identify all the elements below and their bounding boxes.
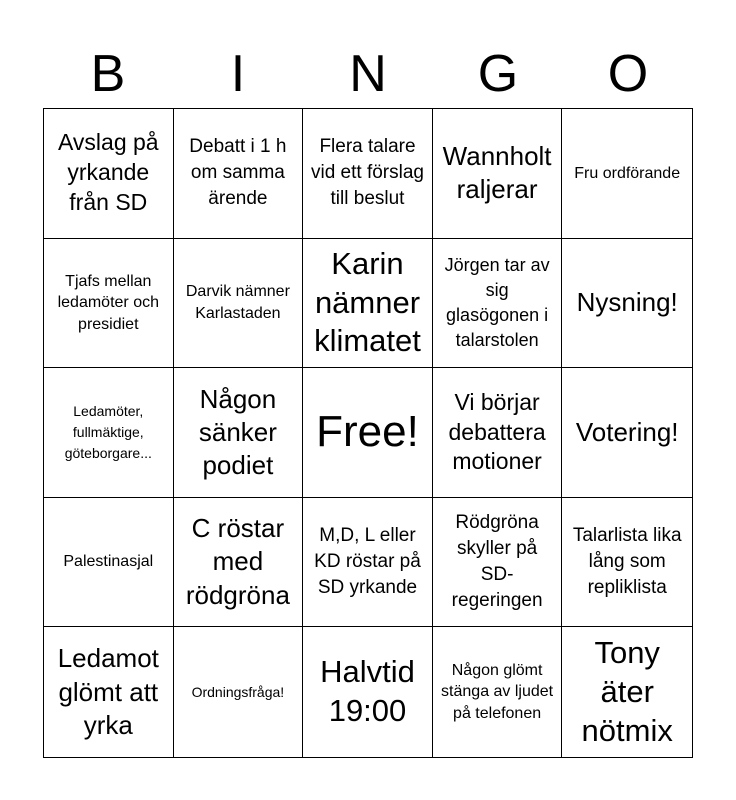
cell-text: Votering! [575,416,679,447]
bingo-cell[interactable] [174,627,304,757]
bingo-cell[interactable] [174,239,304,369]
bingo-board [43,108,693,758]
bingo-cell[interactable] [562,627,692,757]
cell-text: Ledamöter, fullmäktige, göteborgare... [64,402,152,461]
cell-text: Ledamot glömt att yrka [57,643,159,740]
bingo-cell[interactable] [44,239,174,369]
cell-text: Rödgröna skyller på SD-regeringen [451,511,543,612]
bingo-cell[interactable] [433,239,563,369]
bingo-cell[interactable] [174,498,304,628]
cell-text: Darvik nämner Karlastaden [185,283,290,322]
cell-text: Ordningsfråga! [191,683,285,700]
header-letter-b: B [90,45,126,103]
cell-text: Någon sänker podiet [198,383,277,481]
bingo-cell[interactable] [303,109,433,239]
cell-text: Någon glömt stänga av ljudet på telefonen [441,661,554,722]
bingo-cell[interactable] [303,498,433,628]
cell-text: Vi börjar debattera motioner [448,388,546,475]
cell-text: Palestinasjal [63,553,154,571]
cell-text: Jörgen tar av sig glasögonen i talarstolen [444,254,550,351]
cell-text: Wannholt raljerar [442,141,552,205]
cell-text: Debatt i 1 h om samma ärende [189,135,287,210]
bingo-cell[interactable] [44,627,174,757]
bingo-cell[interactable] [433,368,563,498]
cell-text: Fru ordförande [574,164,681,182]
bingo-cell[interactable] [433,627,563,757]
cell-text: Karin nämner klimatet [314,245,421,359]
cell-text: M,D, L eller KD röstar på SD yrkande [314,524,421,599]
bingo-cell[interactable] [303,239,433,369]
bingo-cell[interactable] [562,368,692,498]
cell-text: C röstar med rödgröna [185,513,290,610]
bingo-cell[interactable] [303,627,433,757]
cell-text: Tjafs mellan ledamöter och presidiet [57,272,159,333]
cell-text: Flera talare vid ett förslag till beslut [310,135,424,210]
header-letter-i: I [230,45,246,103]
cell-text: Avslag på yrkande från SD [58,129,159,216]
header-letter-n: N [349,45,387,103]
cell-text: Tony äter nötmix [581,635,673,748]
cell-text: Nysning! [576,287,678,318]
bingo-cell[interactable] [562,239,692,369]
bingo-cell[interactable] [44,368,174,498]
free-cell[interactable] [303,368,433,498]
bingo-cell[interactable] [174,368,304,498]
bingo-cell[interactable] [433,109,563,239]
bingo-cell[interactable] [174,109,304,239]
bingo-cell[interactable] [562,498,692,628]
cell-text: Talarlista lika lång som repliklista [572,524,682,599]
cell-text: Halvtid 19:00 [320,654,415,729]
header-letter-g: G [477,45,519,103]
bingo-cell[interactable] [562,109,692,239]
bingo-cell[interactable] [44,498,174,628]
bingo-cell[interactable] [433,498,563,628]
bingo-cell[interactable] [44,109,174,239]
cell-text: Free! [316,407,419,457]
header-letter-o: O [607,45,649,103]
bingo-header [43,40,693,108]
